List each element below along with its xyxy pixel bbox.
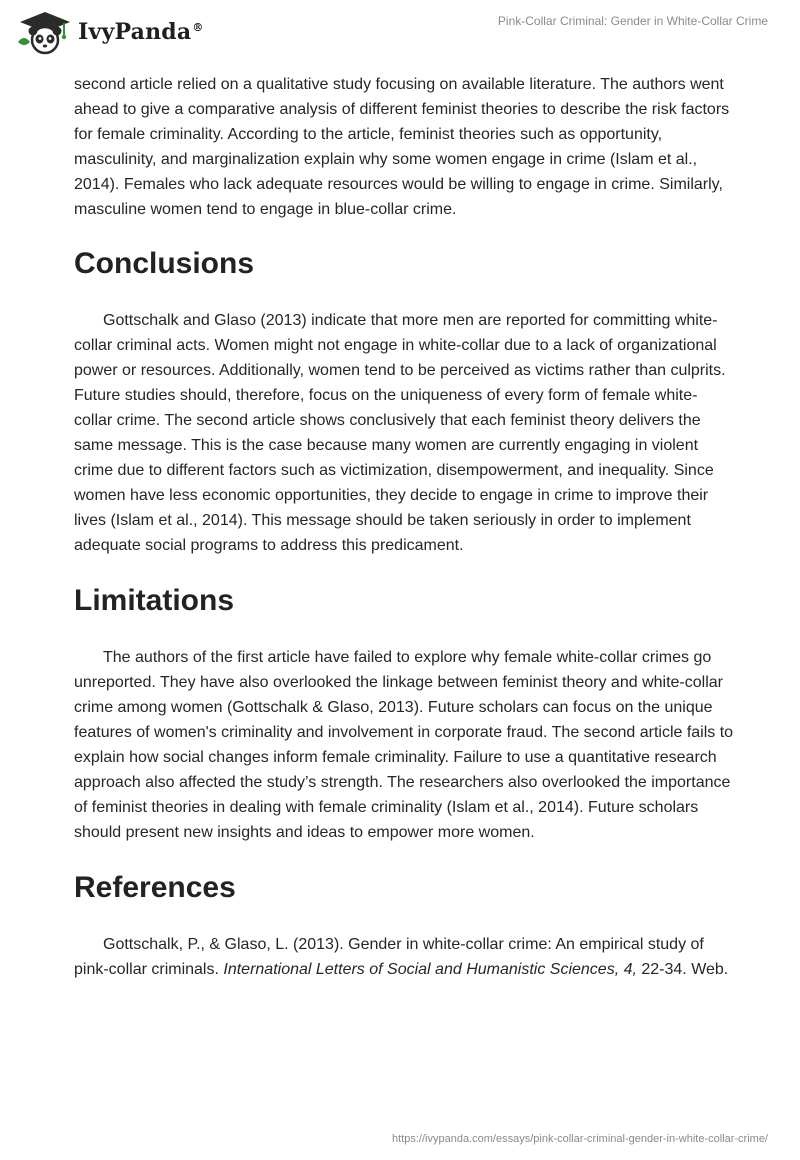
reference-entry [74,932,734,982]
conclusions-paragraph: Gottschalk and Glaso (2013) indicate that more men are reported for committing white-collar criminal acts. Women might not engage in white-collar due to a lack of organizational power or resources. Additionally, women tend to be perceived as victims rather than culprits. Future studies should, therefore, focus on the uniqueness of every form of female white-collar crime. The second article shows conclusively that each feminist theory delivers the same message. This is the case because many women are currently engaging in violent crime due to different factors such as victimization, disempowerment, and inequality. Since women have less economic opportunities, they decide to engage in crime to improve their lives (Islam et al., 2014). This message should be taken seriously in order to implement adequate social programs to address this predicament. [74,312,726,554]
essay-content [74,72,734,982]
intro-paragraph: second article relied on a qualitative study focusing on available literature. The authors went ahead to give a comparative analysis of different feminist theories to describe the risk factors for female criminality. According to the article, feminist theories such as opportunity, masculinity, and marginalization explain why some women engage in crime (Islam et al., 2014). Females who lack adequate resources would be willing to engage in crime. Similarly, masculine women tend to engage in blue-collar crime. [74,76,730,218]
limitations-heading: Limitations [74,584,235,617]
limitations-paragraph: The authors of the first article have failed to explore why female white-collar crimes go unreported. They have also overlooked the linkage between feminist theory and white-collar crime among women (Gottschalk & Glaso, 2013). Future scholars can focus on the unique features of women's criminality and involvement in corporate fraud. The second article fails to explain how social changes inform female criminality. Failure to use a quantitative research approach also affected the study’s strength. The researchers also overlooked the importance of feminist theories in dealing with female criminality (Islam et al., 2014). Future scholars should present new insights and ideas to empower more women. [74,649,734,841]
reference-journal: International Letters of Social and Humanistic Sciences, 4, [223,961,637,978]
page-header [0,0,800,70]
conclusions-heading: Conclusions [74,247,255,280]
references-heading: References [74,871,236,904]
document-title: Pink-Collar Criminal: Gender in White-Collar Crime [497,14,768,28]
source-url[interactable]: https://ivypanda.com/essays/pink-collar-criminal-gender-in-white-collar-crime/ [392,1133,768,1145]
site-logo[interactable] [14,8,204,56]
reference-pages: 22-34. Web. [636,961,729,978]
reference-citation: Gottschalk, P., & Glaso, L. (2013). Gender in white-collar crime: An empirical study of pink-collar criminals. [74,936,704,978]
logo-wordmark: IvyPanda® [78,19,204,45]
panda-graduation-cap-icon [14,8,76,56]
